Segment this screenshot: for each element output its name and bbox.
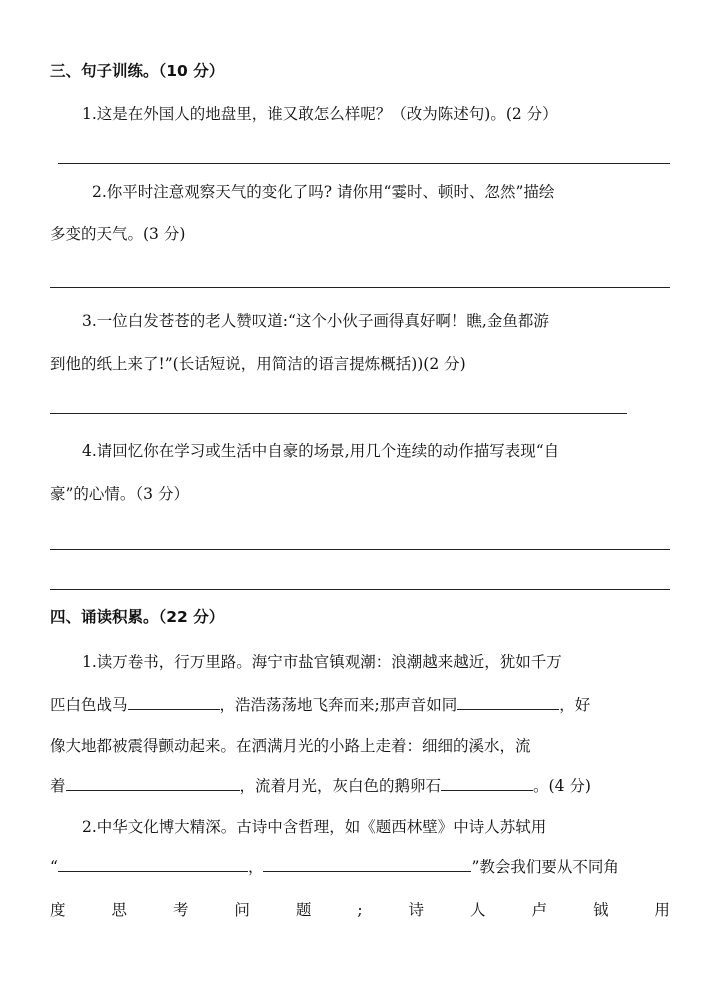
section4-heading: 四、诵读积累。（22 分）	[50, 608, 225, 626]
char: 考	[172, 901, 189, 919]
char: 卢	[531, 901, 547, 919]
answer-line-q4-second[interactable]	[50, 589, 670, 590]
line-text: ”教会我们要从不同角	[471, 858, 619, 876]
section4-question-1-line3: 像大地都被震得颤动起来。在洒满月光的小路上走着：细细的溪水，流	[50, 737, 531, 755]
answer-line-q2[interactable]	[50, 287, 670, 288]
fill-blank-2[interactable]	[457, 694, 559, 710]
section4-question-2-line2	[50, 856, 619, 877]
char: 问	[234, 901, 250, 919]
section3-question-3-line2: 到他的纸上来了!”(长话短说，用简洁的语言提炼概括))(2 分)	[50, 355, 466, 373]
section3-question-4-line1: 4.请回忆你在学习或生活中自豪的场景,用几个连续的动作描写表现“自	[82, 442, 560, 460]
char: ;	[357, 901, 363, 919]
section3-question-2-line2: 多变的天气。(3 分)	[50, 225, 186, 243]
section3-heading: 三、句子训练。（10 分）	[50, 62, 225, 80]
answer-line-q4-first[interactable]	[50, 549, 670, 550]
open-quote: “	[50, 858, 58, 876]
line-text: 匹白色战马	[50, 696, 128, 714]
char: 人	[470, 901, 486, 919]
line-text: ，流着月光，灰白色的鹅卵石	[239, 777, 442, 795]
line-text: 着	[50, 777, 66, 795]
line-text: ，好	[559, 696, 591, 714]
section4-question-1-line4	[50, 775, 591, 796]
section4-question-2-line3	[50, 900, 670, 920]
char: 题	[295, 901, 312, 919]
fill-blank-3[interactable]	[66, 775, 240, 791]
char: 钺	[592, 901, 609, 919]
fill-blank-4[interactable]	[441, 775, 533, 791]
line-text: 。(4 分)	[533, 777, 591, 795]
fill-blank-1[interactable]	[128, 694, 220, 710]
line-text: ，	[247, 858, 264, 876]
char: 思	[111, 901, 127, 919]
char: 度	[50, 901, 66, 919]
char: 用	[654, 901, 670, 919]
section4-question-1-line2	[50, 694, 590, 715]
section4-question-1-line1: 1.读万卷书，行万里路。海宁市盐官镇观潮：浪潮越来越近，犹如千万	[82, 653, 562, 671]
line-text: ，浩浩荡荡地飞奔而来;那声音如同	[219, 696, 458, 714]
char: 诗	[408, 901, 425, 919]
answer-line-q1[interactable]	[58, 163, 670, 164]
section3-question-2-line1: 2.你平时注意观察天气的变化了吗? 请你用“霎时、顿时、忽然”描绘	[92, 183, 555, 201]
section4-question-2-line1: 2.中华文化博大精深。古诗中含哲理，如《题西林壁》中诗人苏轼用	[82, 818, 547, 836]
fill-blank-6[interactable]	[263, 856, 471, 872]
section3-question-1: 1.这是在外国人的地盘里，谁又敢怎么样呢？（改为陈述句)。(2 分）	[82, 105, 558, 123]
section3-question-4-line2: 豪”的心情。（3 分）	[50, 485, 189, 503]
section3-question-3-line1: 3.一位白发苍苍的老人赞叹道:“这个小伙子画得真好啊！瞧,金鱼都游	[82, 312, 549, 330]
answer-line-q3[interactable]	[50, 413, 627, 414]
fill-blank-5[interactable]	[58, 856, 248, 872]
